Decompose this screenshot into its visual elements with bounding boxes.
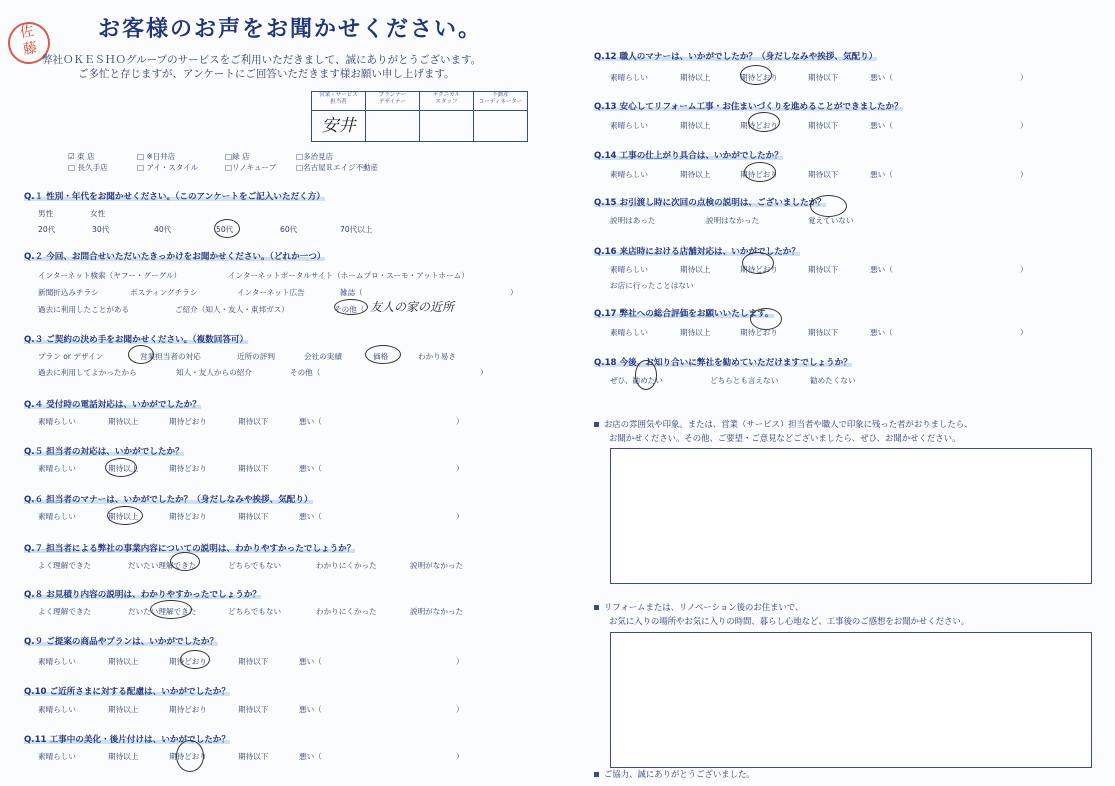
- answer-option[interactable]: ）: [456, 705, 464, 714]
- question-label: Q.15 お引渡し時に次回の点検の説明は、ございましたか？: [594, 198, 826, 208]
- answer-option[interactable]: 期待以上: [680, 265, 711, 274]
- question-label: Q.13 安心してリフォーム工事・お住まいづくりを進めることができましたか？: [594, 102, 903, 112]
- answer-option[interactable]: 悪い（: [299, 752, 322, 761]
- answer-option[interactable]: わかり易さ: [418, 352, 456, 361]
- answer-circle: [214, 219, 240, 238]
- answer-option[interactable]: ）: [1020, 73, 1028, 82]
- answer-option[interactable]: ポスティングチラシ: [130, 288, 198, 297]
- store-checkbox[interactable]: □名古屋Ｒエイジ不動産: [296, 163, 379, 172]
- answer-option[interactable]: ）: [1020, 121, 1028, 130]
- answer-option[interactable]: 期待どおり: [169, 657, 207, 666]
- intro-line-1: 弊社ＯＫＥＳＨＯグループのサービスをご利用いただきまして、誠にありがとうございます。: [42, 54, 482, 66]
- answer-option[interactable]: 新聞折込みチラシ: [38, 288, 99, 297]
- question-label: Q.17 弊社への総合評価をお願いいたします。: [594, 309, 774, 319]
- staff-header: テクニカル スタッフ: [420, 92, 474, 111]
- answer-option[interactable]: ）: [456, 752, 464, 761]
- answer-circle: [740, 65, 772, 85]
- question-label: Q.２ 今回、お問合せいただいたきっかけをお聞かせください。（どれか一つ）: [24, 252, 326, 262]
- answer-option[interactable]: 期待以下: [808, 170, 839, 179]
- answer-circle: [180, 650, 210, 669]
- free-answer-box-2[interactable]: [610, 632, 1092, 768]
- question-label: Q.14 工事の仕上がり具合は、いかがでしたか？: [594, 151, 783, 161]
- staff-table: [311, 91, 528, 142]
- question-label: Q.５ 担当者の対応は、いかがでしたか？: [24, 447, 184, 457]
- question-label: Q.１ 性別・年代をお聞かせください。（このアンケートをご記入いただく方）: [24, 192, 325, 202]
- answer-option[interactable]: プラン or デザイン: [38, 352, 104, 361]
- answer-option[interactable]: ）: [1020, 328, 1028, 337]
- answer-option[interactable]: ）: [1020, 170, 1028, 179]
- stamp: 佐 藤: [5, 19, 54, 68]
- free-question-2-line-2: お気に入りの場所やお気に入りの時間、暮らし心地など、工事後のご感想をお聞かせください。: [609, 616, 970, 626]
- answer-circle: [105, 458, 137, 477]
- question-label: Q.６ 担当者のマナーは、いかがでしたか？（身だしなみや挨拶、気配り）: [24, 495, 313, 505]
- answer-option[interactable]: ）: [1020, 265, 1028, 274]
- answer-option[interactable]: 素晴らしい: [610, 265, 648, 274]
- answer-option[interactable]: 期待以下: [808, 73, 839, 82]
- question-label: Q.16 来店時における店舗対応は、いかがでしたか？: [594, 247, 800, 257]
- answer-option[interactable]: 期待以下: [238, 464, 269, 473]
- answer-option[interactable]: どちらとも言えない: [710, 376, 779, 385]
- answer-option[interactable]: 期待以下: [238, 705, 269, 714]
- answer-option[interactable]: 期待以上: [680, 121, 711, 130]
- answer-option[interactable]: 期待以上: [680, 170, 711, 179]
- answer-circle: [744, 162, 776, 182]
- answer-option[interactable]: 説明はなかった: [706, 216, 760, 225]
- free-question-1: お店の雰囲気や印象。または、営業（サービス）担当者や職人で印象に残った者がおりましたら、: [594, 418, 973, 430]
- question-label: Q.７ 担当者による弊社の事業内容についての説明は、わかりやすかったでしょうか？: [24, 544, 356, 554]
- answer-option[interactable]: 期待どおり: [740, 265, 778, 274]
- answer-option[interactable]: 期待以下: [808, 265, 839, 274]
- answer-option[interactable]: 勧めたくない: [810, 376, 856, 385]
- store-checkbox[interactable]: □リノキューブ: [225, 163, 277, 172]
- answer-option[interactable]: ）: [510, 288, 518, 297]
- store-checkbox[interactable]: □緑 店: [225, 152, 250, 161]
- answer-option[interactable]: 期待以下: [238, 512, 269, 521]
- answer-option[interactable]: 悪い（: [299, 464, 322, 473]
- answer-circle: [170, 552, 200, 571]
- answer-option[interactable]: お店に行ったことはない: [610, 281, 694, 290]
- answer-option[interactable]: 素晴らしい: [38, 657, 76, 666]
- answer-option[interactable]: 期待どおり: [169, 464, 207, 473]
- question-label: Q.４ 受付時の電話対応は、いかがでしたか？: [24, 400, 201, 410]
- bullet-icon: [594, 422, 599, 427]
- answer-option[interactable]: 男性: [38, 209, 54, 218]
- answer-option[interactable]: 過去に利用したことがある: [38, 305, 130, 314]
- answer-option[interactable]: 悪い（: [870, 121, 893, 130]
- answer-option[interactable]: 過去に利用してよかったから: [38, 368, 137, 377]
- answer-option[interactable]: 悪い（: [299, 657, 322, 666]
- staff-header: 不動産 コーディネーター: [474, 92, 528, 111]
- question-label: Q.８ お見積り内容の説明は、わかりやすかったでしょうか？: [24, 590, 262, 600]
- answer-option[interactable]: 期待以上: [680, 73, 711, 82]
- handwritten-other: 友人の家の近所: [370, 300, 455, 314]
- question-label: Q.18 今後、お知り合いに弊社を勧めていただけますでしょうか？: [594, 358, 852, 368]
- answer-option[interactable]: 近所の評判: [237, 352, 275, 361]
- answer-circle: [635, 360, 657, 390]
- answer-option[interactable]: 説明がなかった: [410, 607, 464, 616]
- answer-option[interactable]: 期待以下: [808, 121, 839, 130]
- answer-option[interactable]: インターネット広告: [237, 288, 305, 297]
- answer-option[interactable]: ）: [456, 512, 464, 521]
- answer-circle: [748, 112, 780, 132]
- store-checkbox[interactable]: □多治見店: [296, 152, 334, 161]
- answer-option[interactable]: だいたい理解できた: [128, 607, 197, 616]
- answer-option[interactable]: その他（: [290, 368, 321, 377]
- answer-circle: [810, 195, 847, 217]
- answer-option[interactable]: 期待以上: [108, 752, 139, 761]
- answer-option[interactable]: よく理解できた: [38, 607, 92, 616]
- answer-option[interactable]: 知人・友人からの紹介: [176, 368, 252, 377]
- answer-option[interactable]: 会社の実績: [304, 352, 342, 361]
- answer-option[interactable]: 20代: [38, 225, 56, 234]
- answer-option[interactable]: 女性: [90, 209, 106, 218]
- answer-option[interactable]: 期待以下: [238, 417, 269, 426]
- answer-option[interactable]: 期待以上: [680, 328, 711, 337]
- answer-option[interactable]: その他（: [334, 305, 365, 314]
- staff-name-cell[interactable]: [474, 111, 528, 142]
- answer-option[interactable]: 期待以下: [808, 328, 839, 337]
- answer-option[interactable]: ぜひ、勧めたい: [610, 376, 663, 385]
- answer-option[interactable]: 素晴らしい: [38, 464, 76, 473]
- page-title: お客様のお声をお聞かせください。: [98, 17, 483, 42]
- answer-option[interactable]: よく理解できた: [38, 561, 92, 570]
- intro-line-2: ご多忙と存じますが、アンケートにご回答いただきます様お願い申し上げます。: [78, 68, 455, 80]
- answer-option[interactable]: どちらでもない: [228, 561, 282, 570]
- answer-option[interactable]: 期待どおり: [740, 328, 778, 337]
- staff-name-cell[interactable]: [366, 111, 420, 142]
- answer-circle: [150, 600, 192, 619]
- answer-option[interactable]: わかりにくかった: [316, 561, 377, 570]
- answer-option[interactable]: 期待以下: [238, 752, 269, 761]
- answer-option[interactable]: 素晴らしい: [38, 417, 76, 426]
- answer-option[interactable]: 悪い（: [870, 170, 893, 179]
- question-label: Q.12 職人のマナーは、いかがでしたか？（身だしなみや挨拶、気配り）: [594, 52, 878, 62]
- question-label: Q.９ ご提案の商品やプランは、いかがでしたか？: [24, 637, 219, 647]
- staff-header: 営業・サービス 担当者: [312, 92, 366, 111]
- answer-option[interactable]: 説明はあった: [610, 216, 656, 225]
- answer-option[interactable]: 期待以上: [108, 705, 139, 714]
- question-label: Q.３ ご契約の決め手をお聞かせください。（複数回答可）: [24, 335, 249, 345]
- answer-option[interactable]: 期待どおり: [169, 752, 207, 761]
- store-checkbox[interactable]: ☑ 東 店: [68, 152, 95, 161]
- answer-option[interactable]: 悪い（: [299, 417, 322, 426]
- answer-option[interactable]: 期待以上: [108, 512, 139, 521]
- answer-option[interactable]: 素晴らしい: [38, 752, 76, 761]
- free-question-1-line-2: お聞かせください。その他、ご要望・ご意見などございましたら、ぜひ、お聞かせください。: [609, 433, 961, 443]
- answer-circle: [107, 506, 143, 525]
- answer-option[interactable]: 期待以上: [108, 417, 139, 426]
- free-question-2: リフォームまたは、リノベーション後のお住まいで、: [594, 601, 803, 613]
- answer-option[interactable]: 期待以下: [238, 657, 269, 666]
- free-answer-box-1[interactable]: [610, 448, 1092, 584]
- store-checkbox[interactable]: □ ※日井店: [137, 152, 176, 161]
- answer-option[interactable]: 50代: [216, 225, 234, 234]
- answer-option[interactable]: ）: [456, 464, 464, 473]
- answer-option[interactable]: 素晴らしい: [38, 512, 76, 521]
- question-label: Q.11 工事中の美化・後片付けは、いかがでしたか？: [24, 735, 230, 745]
- answer-option[interactable]: わかりにくかった: [316, 607, 377, 616]
- answer-option[interactable]: 覚えていない: [808, 216, 854, 225]
- answer-option[interactable]: ご紹介（知人・友人・東邦ガス）: [175, 305, 289, 314]
- answer-option[interactable]: 期待どおり: [740, 170, 778, 179]
- answer-option[interactable]: 素晴らしい: [610, 170, 648, 179]
- staff-name-cell[interactable]: 安井: [312, 111, 366, 142]
- answer-option[interactable]: 期待どおり: [169, 705, 207, 714]
- answer-option[interactable]: 60代: [280, 225, 298, 234]
- answer-option[interactable]: 価格: [373, 352, 389, 361]
- answer-option[interactable]: 悪い（: [299, 705, 322, 714]
- answer-circle: [128, 345, 154, 364]
- answer-option[interactable]: 営業担当者の対応: [140, 352, 201, 361]
- answer-option[interactable]: 期待どおり: [740, 121, 778, 130]
- answer-option[interactable]: ）: [456, 417, 464, 426]
- answer-option[interactable]: 期待どおり: [169, 417, 207, 426]
- answer-option[interactable]: ）: [456, 657, 464, 666]
- answer-circle: [334, 299, 368, 315]
- answer-option[interactable]: 期待どおり: [169, 512, 207, 521]
- bullet-icon: [594, 772, 599, 777]
- answer-circle: [176, 740, 204, 772]
- thanks-text: ご協力、誠にありがとうございました。: [594, 768, 755, 780]
- answer-option[interactable]: 期待以上: [108, 657, 139, 666]
- answer-option[interactable]: 期待以上: [108, 464, 139, 473]
- answer-option[interactable]: インターネット検索（ヤフー・グーグル）: [38, 271, 182, 280]
- store-checkbox[interactable]: □ アイ・スタイル: [137, 163, 199, 172]
- answer-option[interactable]: 悪い（: [299, 512, 322, 521]
- answer-option[interactable]: 期待どおり: [740, 73, 778, 82]
- answer-option[interactable]: 説明がなかった: [410, 561, 464, 570]
- answer-option[interactable]: 70代以上: [340, 225, 373, 234]
- answer-option[interactable]: だいたい理解できた: [128, 561, 197, 570]
- answer-option[interactable]: インターネットポータルサイト（ホームプロ・スーモ・アットホーム）: [228, 271, 469, 280]
- answer-option[interactable]: 30代: [92, 225, 110, 234]
- answer-option[interactable]: 素晴らしい: [610, 328, 648, 337]
- answer-option[interactable]: 40代: [154, 225, 172, 234]
- staff-name-cell[interactable]: [420, 111, 474, 142]
- answer-option[interactable]: 悪い（: [870, 328, 893, 337]
- answer-option[interactable]: 雑誌（: [340, 288, 363, 297]
- answer-option[interactable]: 悪い（: [870, 73, 893, 82]
- answer-circle: [750, 308, 782, 330]
- staff-header: プランナー デザイナー: [366, 92, 420, 111]
- store-checkbox[interactable]: □ 長久手店: [68, 163, 108, 172]
- question-label: Q.10 ご近所さまに対する配慮は、いかがでしたか？: [24, 687, 230, 697]
- answer-circle: [365, 345, 401, 364]
- answer-circle: [742, 252, 774, 274]
- bullet-icon: [594, 605, 599, 610]
- answer-option[interactable]: 素晴らしい: [38, 705, 76, 714]
- answer-option[interactable]: ）: [480, 368, 488, 377]
- answer-option[interactable]: 素晴らしい: [610, 121, 648, 130]
- answer-option[interactable]: 悪い（: [870, 265, 893, 274]
- answer-option[interactable]: どちらでもない: [228, 607, 282, 616]
- answer-option[interactable]: 素晴らしい: [610, 73, 648, 82]
